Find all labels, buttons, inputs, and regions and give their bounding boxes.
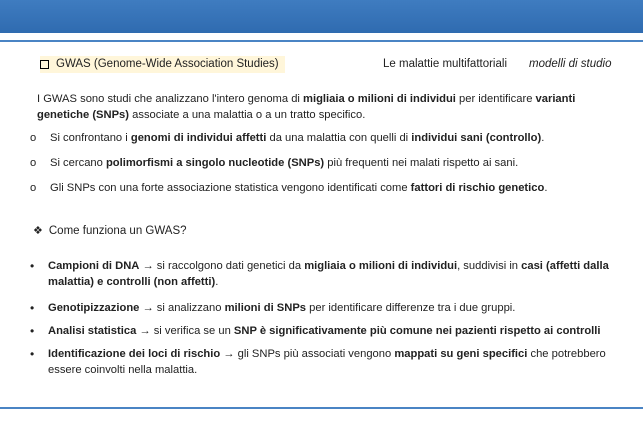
step-bold: casi (affetti dalla malattia) e controlli (non affetti) <box>48 260 609 288</box>
item-bold: polimorfismi a singolo nucleotide (SNPs) <box>105 157 325 169</box>
dot-bullet-icon: • <box>30 324 35 338</box>
step-text: per identificare differenze tra i due gruppi. <box>306 302 516 314</box>
item-bold: fattori di rischio genetico <box>410 182 545 194</box>
slide-header <box>40 56 630 76</box>
checkbox-icon <box>40 60 49 69</box>
intro-bold: varianti genetiche (SNPs) <box>37 93 576 121</box>
list-item <box>30 181 630 206</box>
step-item <box>30 258 630 300</box>
step-name: Identificazione dei loci di rischio <box>48 348 221 360</box>
title-box <box>40 56 285 73</box>
step-text: → si analizzano <box>139 302 225 314</box>
intro-text: per identificare <box>455 93 536 105</box>
step-bold: milioni di SNPs <box>224 302 307 314</box>
circle-bullet-icon: o <box>30 157 37 169</box>
step-text: → gli SNPs più associati vengono <box>220 348 395 360</box>
intro-bold: migliaia o milioni di individui <box>303 93 456 105</box>
subtopic-label: modelli di studio <box>529 58 612 70</box>
step-item <box>30 346 630 386</box>
dot-bullet-icon: • <box>30 347 35 361</box>
step-text: , suddivisi in <box>457 260 522 272</box>
section-title: Come funziona un GWAS? <box>48 224 187 237</box>
step-text: . <box>215 276 219 288</box>
item-text: più frequenti nei malati rispetto ai sani. <box>324 157 519 169</box>
item-text: Si confrontano i <box>50 132 131 144</box>
step-name: Analisi statistica <box>48 325 137 337</box>
step-text: che potrebbero essere coinvolti nella malattia. <box>48 348 606 376</box>
step-bold: migliaia o milioni di individui <box>304 260 458 272</box>
step-name: Genotipizzazione <box>48 302 140 314</box>
list-item <box>30 131 630 156</box>
step-text: → si raccolgono dati genetici da <box>139 260 305 272</box>
step-name: Campioni di DNA <box>48 260 140 272</box>
diamond-bullet-icon: ❖ <box>33 225 43 237</box>
list-item <box>30 156 630 181</box>
item-text: da una malattia con quelli di <box>266 132 412 144</box>
intro-paragraph <box>37 91 617 123</box>
section-heading <box>33 224 187 237</box>
item-text: Gli SNPs con una forte associazione statistica vengono identificati come <box>50 182 411 194</box>
circle-bullet-icon: o <box>30 182 37 194</box>
dot-bullet-icon: • <box>30 259 35 273</box>
item-text: Si cercano <box>50 157 106 169</box>
slide-title: GWAS (Genome-Wide Association Studies) <box>56 58 279 70</box>
steps-list <box>30 258 630 386</box>
step-item <box>30 300 630 323</box>
item-bold: genomi di individui affetti <box>130 132 267 144</box>
step-text: → si verifica se un <box>136 325 234 337</box>
step-bold: mappati su geni specifici <box>394 348 528 360</box>
bottom-divider <box>0 407 643 409</box>
step-bold: SNP è significativamente più comune nei pazienti rispetto ai controlli <box>233 325 601 337</box>
top-divider <box>0 40 643 42</box>
intro-text: associate a una malattia o a un tratto specifico. <box>129 109 366 121</box>
intro-text: I GWAS sono studi che analizzano l'intero genoma di <box>37 93 304 105</box>
step-item <box>30 323 630 346</box>
key-points-list <box>30 131 630 206</box>
item-text: . <box>544 182 548 194</box>
topic-label: Le malattie multifattoriali <box>383 58 507 70</box>
item-bold: individui sani (controllo) <box>411 132 542 144</box>
circle-bullet-icon: o <box>30 132 37 144</box>
item-text: . <box>541 132 545 144</box>
top-banner <box>0 0 643 33</box>
dot-bullet-icon: • <box>30 301 35 315</box>
